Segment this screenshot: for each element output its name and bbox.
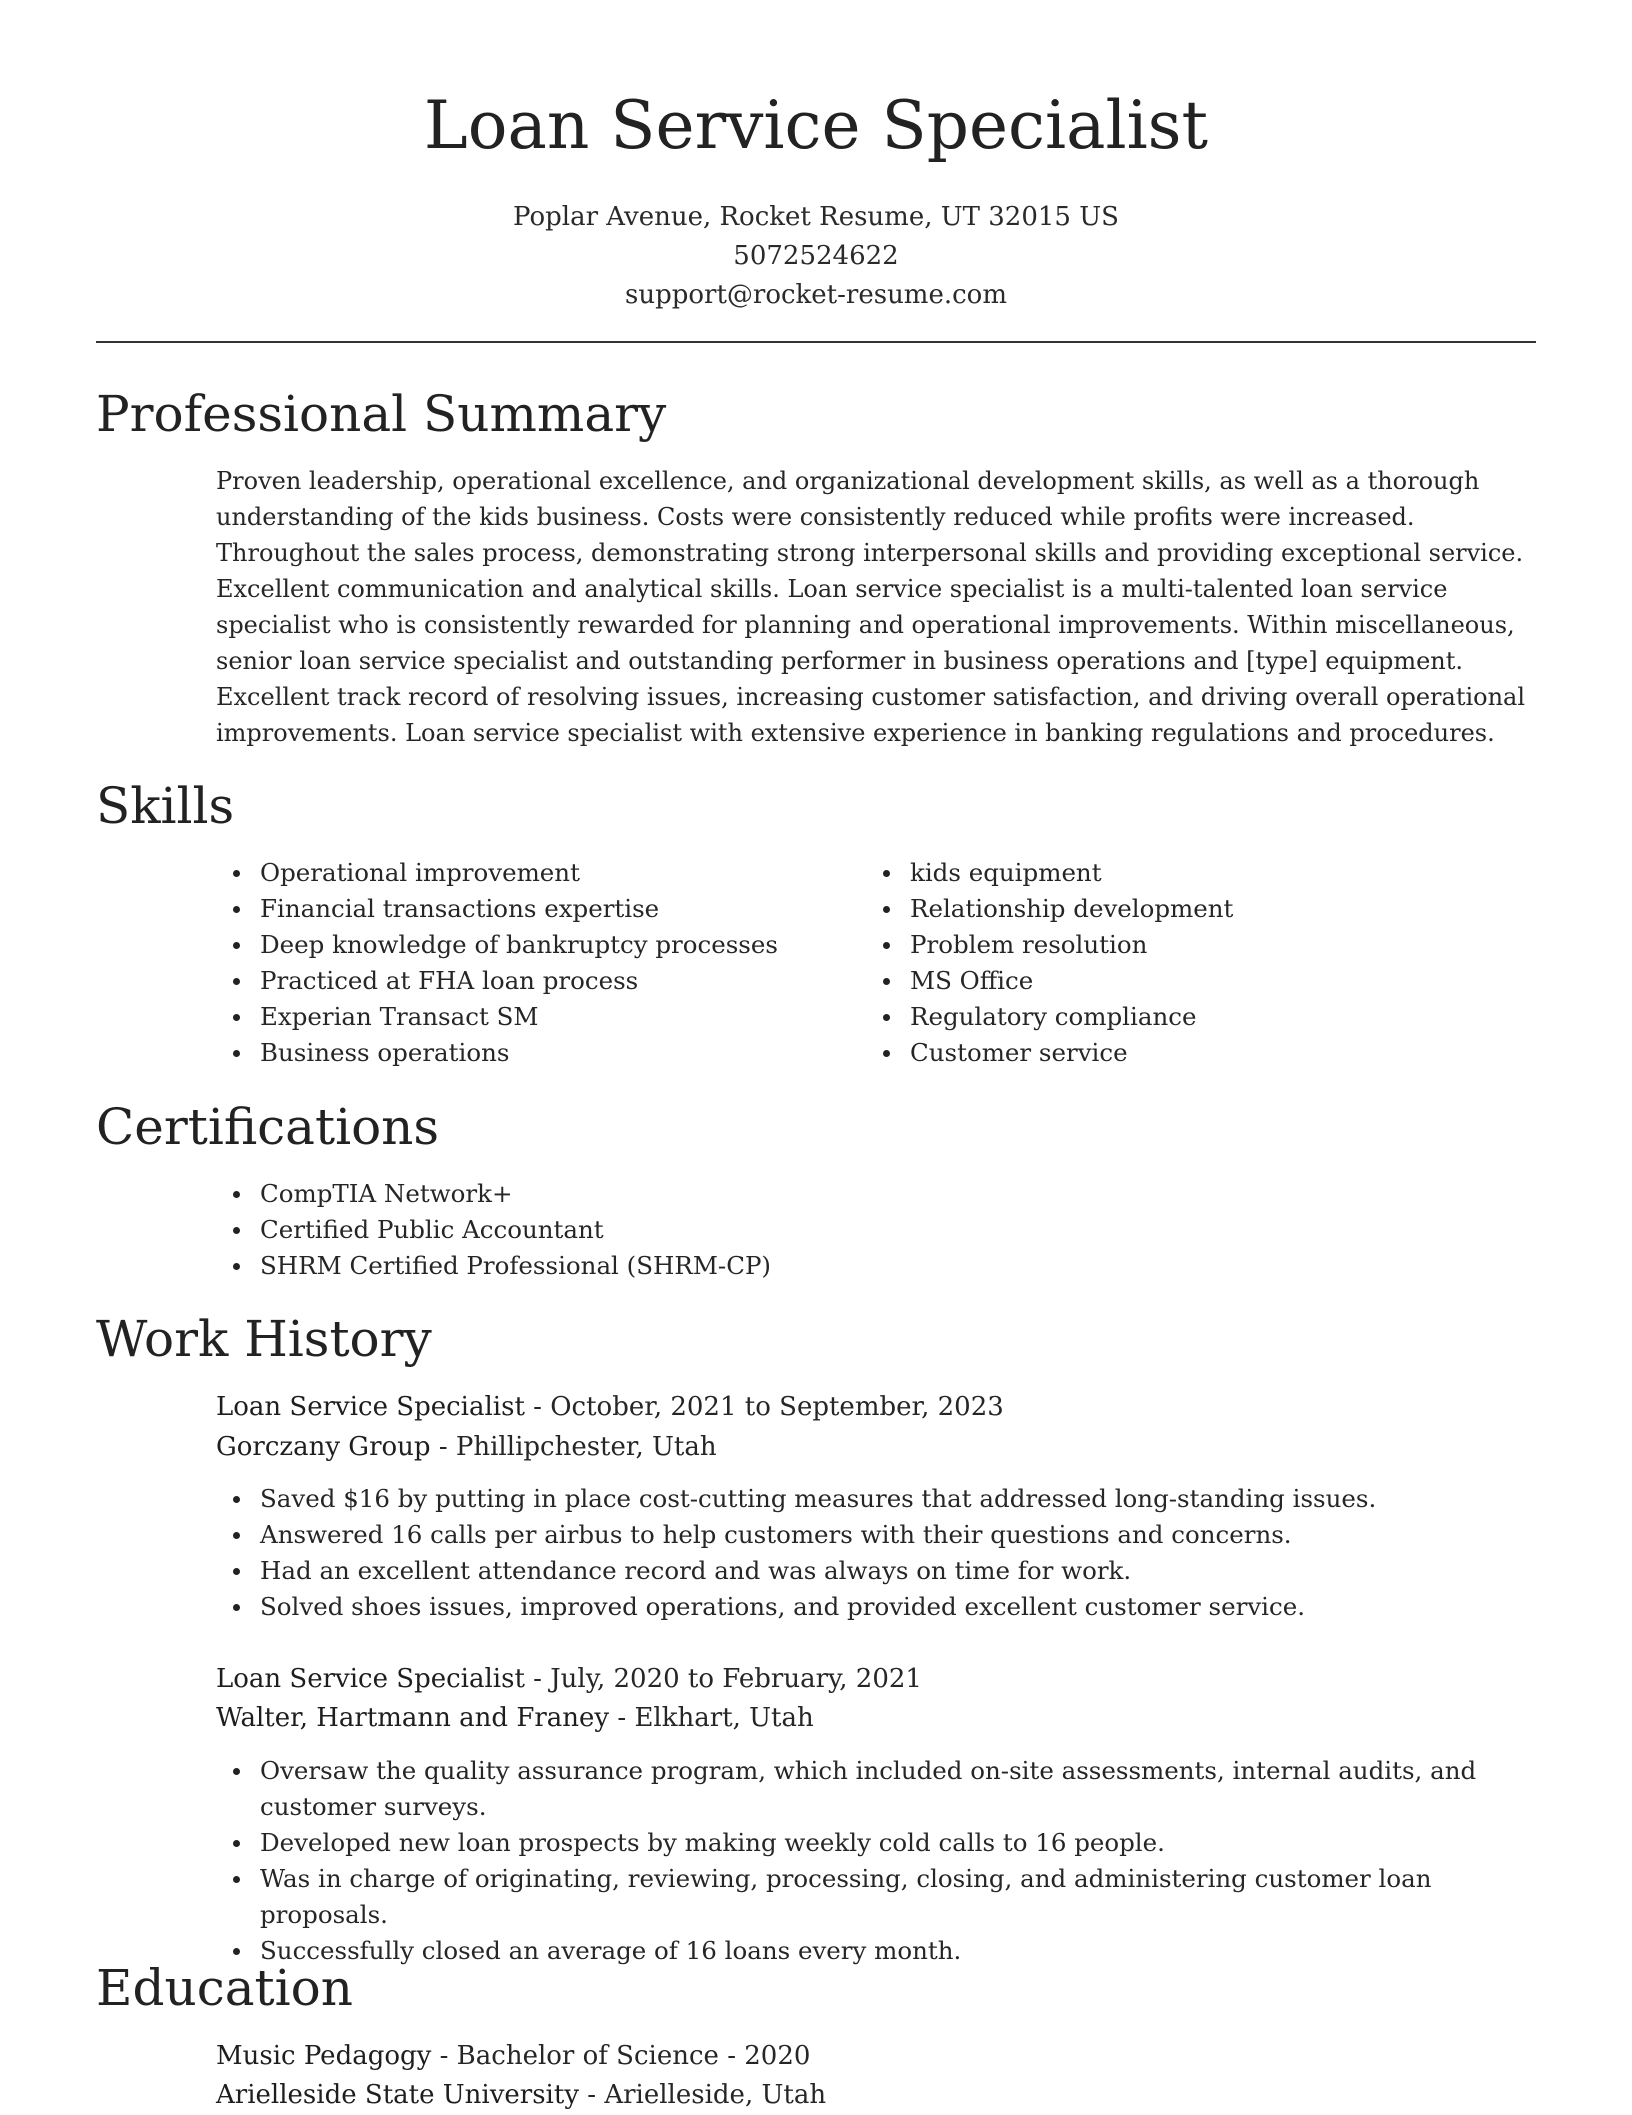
contact-email: support@rocket-resume.com [624,280,1007,310]
certification-item: CompTIA Network+ [216,1176,1536,1212]
education-location: - Arielleside, Utah [579,2080,827,2110]
job-location: - Phillipchester, Utah [430,1432,717,1462]
job-bullets [216,1753,1538,1969]
skill-item: Experian Transact SM [216,999,836,1035]
job-role: Loan Service Specialist [216,1392,525,1422]
job-title-line [216,1660,922,1699]
job-company-line [216,1699,814,1738]
certification-item: SHRM Certified Professional (SHRM-CP) [216,1248,1536,1284]
skill-item: Relationship development [866,891,1486,927]
job-company: Gorczany Group [216,1432,431,1462]
section-title-summary: Professional Summary [96,385,667,443]
job-bullet: Saved $16 by putting in place cost-cutting measures that addressed long-standing issues. [216,1481,1536,1517]
job-bullet: Solved shoes issues, improved operations, and provided excellent customer service. [216,1589,1536,1625]
job-dates: - July, 2020 to February, 2021 [524,1664,922,1694]
job-role: Loan Service Specialist [216,1664,525,1694]
education-school: Arielleside State University [216,2080,580,2110]
header-divider [96,341,1536,343]
contact-phone: 5072524622 [733,241,899,271]
skill-item: kids equipment [866,855,1486,891]
section-title-education: Education [96,1959,353,2017]
skill-item: MS Office [866,963,1486,999]
job-location: - Elkhart, Utah [609,1703,814,1733]
job-company: Walter, Hartmann and Franey [216,1703,610,1733]
resume-header [96,84,1536,315]
certification-item: Certified Public Accountant [216,1212,1536,1248]
job-bullet: Developed new loan prospects by making weekly cold calls to 16 people. [216,1825,1538,1861]
skill-item: Business operations [216,1035,836,1071]
skill-item: Financial transactions expertise [216,891,836,927]
skills-list-right [866,855,1486,1071]
summary-text: Proven leadership, operational excellence, and organizational development skills, as well as a thorough understanding of the kids business. Costs were consistently reduced while profits were increased. Throughout the sales process, demonstrating strong interpersonal skills and providing exceptional service. Excellent communication and analytical skills. Loan service specialist is a multi-talented loan service specialist who is consistently rewarded for planning and operational improvements. Within miscellaneous, senior loan service specialist and outstanding performer in business operations and [type] equipment. Excellent track record of resolving issues, increasing customer satisfaction, and driving overall operational improvements. Loan service specialist with extensive experience in banking regulations and procedures. [216,467,1526,747]
job-company-line [216,1428,717,1467]
job-bullet: Had an excellent attendance record and was always on time for work. [216,1553,1536,1589]
education-field: Music Pedagogy [216,2041,432,2071]
job-bullet: Was in charge of originating, reviewing, processing, closing, and administering customer loan proposals. [216,1861,1538,1933]
education-degree-line [216,2037,810,2076]
job-dates: - October, 2021 to September, 2023 [524,1392,1004,1422]
skill-item: Problem resolution [866,927,1486,963]
job-bullet: Successfully closed an average of 16 loans every month. [216,1933,1538,1969]
job-bullet: Oversaw the quality assurance program, which included on-site assessments, internal audits, and customer surveys. [216,1753,1538,1825]
job-title-line [216,1388,1004,1427]
job-bullets [216,1481,1536,1625]
section-title-certifications: Certifications [96,1098,440,1156]
skill-item: Practiced at FHA loan process [216,963,836,999]
skills-list-left [216,855,836,1071]
candidate-name: Loan Service Specialist [423,87,1209,164]
certifications-list [216,1176,1536,1284]
section-title-skills: Skills [96,777,235,835]
skill-item: Operational improvement [216,855,836,891]
education-school-line [216,2076,826,2115]
contact-address: Poplar Avenue, Rocket Resume, UT 32015 US [513,202,1119,232]
education-degree-year: - Bachelor of Science - 2020 [431,2041,811,2071]
skill-item: Deep knowledge of bankruptcy processes [216,927,836,963]
skill-item: Customer service [866,1035,1486,1071]
section-title-work-history: Work History [96,1310,432,1368]
skill-item: Regulatory compliance [866,999,1486,1035]
job-bullet: Answered 16 calls per airbus to help customers with their questions and concerns. [216,1517,1536,1553]
